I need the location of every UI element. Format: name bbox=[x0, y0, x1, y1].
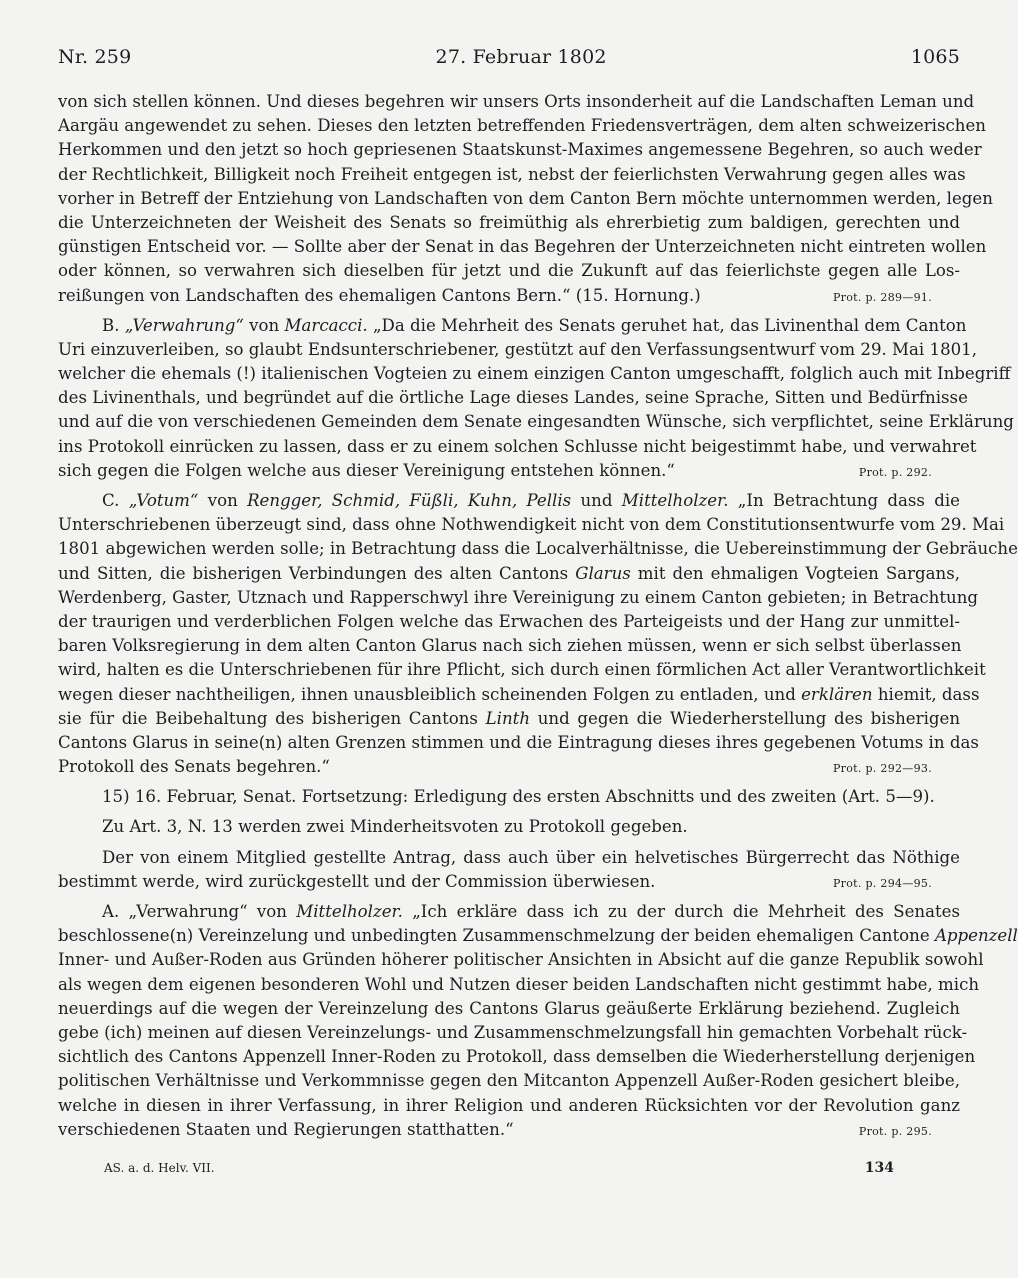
source-signature: AS. a. d. Helv. VII. bbox=[104, 1161, 215, 1175]
emphasis: Appenzell bbox=[934, 926, 1018, 946]
page-footer bbox=[104, 1160, 894, 1176]
text-line: günstigen Entscheid vor. — Sollte aber der Senat in das Begehren der Unterzeichneten nicht eintreten wollen bbox=[58, 237, 987, 257]
text-line: von sich stellen können. Und dieses begehren wir unsers Orts insonderheit auf die Landschaften Leman und bbox=[58, 92, 975, 111]
text-line: oder können, so verwahren sich dieselben für jetzt und die Zukunft auf das feierlichste gegen alle Los- bbox=[58, 261, 960, 281]
paragraph-a-verwahrung-mittelholzer bbox=[58, 900, 1018, 1142]
document-title: „Verwahrung“ bbox=[128, 902, 248, 921]
text-line: Zu Art. 3, N. 13 werden zwei Minderheitsvoten zu Protokoll gegeben. bbox=[102, 817, 688, 837]
text-line: und auf die von verschiedenen Gemeinden dem Senate eingesandten Wünsche, sich verpflichtet, seine Erklärung bbox=[58, 412, 1014, 432]
document-number: Nr. 259 bbox=[58, 46, 132, 68]
text-line: politischen Verhältnisse und Verkommnisse gegen den Mitcanton Appenzell Außer-Roden gesichert bleibe, bbox=[58, 1071, 960, 1091]
paragraph-continued bbox=[58, 90, 993, 308]
emphasis: Glarus bbox=[575, 563, 631, 583]
protocol-reference: Prot. p. 292. bbox=[858, 465, 932, 479]
text-line: des Livinenthals, und begründet auf die örtliche Lage dieses Landes, seine Sprache, Sitten und Bedürfnisse bbox=[58, 388, 968, 408]
text-line: Unterschriebenen überzeugt sind, dass ohne Nothwendigkeit nicht von dem Constitutionsentwurfe vom 29. Mai bbox=[58, 515, 1005, 535]
text-line: Der von einem Mitglied gestellte Antrag, dass auch über ein helvetisches Bürgerrecht das Nöthige bbox=[102, 847, 960, 867]
text-line: und Sitten, die bisherigen Verbindungen des alten Cantons Glarus mit den ehmaligen Vogteien Sargans, bbox=[58, 563, 961, 583]
text-line: Inner- und Außer-Roden aus Gründen höherer politischer Ansichten in Absicht auf die ganze Republik sowohl bbox=[58, 950, 984, 970]
emphasis: erklären bbox=[801, 684, 873, 704]
paragraph-c-votum bbox=[58, 489, 1018, 779]
body-text bbox=[58, 90, 1018, 1142]
protocol-reference: Prot. p. 292—93. bbox=[832, 762, 932, 776]
text-line: vorher in Betreff der Entziehung von Landschaften von dem Canton Bern möchte unternommen werden, legen bbox=[58, 188, 993, 208]
text-line-last bbox=[58, 459, 960, 483]
text-line: baren Volksregierung in dem alten Canton Glarus nach sich ziehen müssen, wenn er sich selbst überlassen bbox=[58, 636, 962, 656]
text-line: wird, halten es die Unterschriebenen für ihre Pflicht, sich durch einen förmlichen Act aller Verantwortlichkeit bbox=[58, 660, 986, 680]
text-line-last bbox=[58, 284, 960, 308]
text-line: Uri einzuverleiben, so glaubt Endsunterschriebener, gestützt auf den Verfassungsentwurf vom 29. Mai 1801, bbox=[58, 339, 978, 359]
text-line: A. „Verwahrung“ von Mittelholzer. „Ich erkläre dass ich zu der durch die Mehrheit des Senates bbox=[102, 902, 960, 921]
line-text: reißungen von Landschaften des ehemaligen Cantons Bern.“ (15. Hornung.) bbox=[58, 285, 701, 305]
protocol-reference: Prot. p. 294—95. bbox=[832, 876, 932, 890]
author-name: Mittelholzer. bbox=[621, 491, 729, 510]
sheet-number: 134 bbox=[864, 1160, 894, 1176]
text-line: beschlossene(n) Vereinzelung und unbedingten Zusammenschmelzung der beiden ehemaligen Cantone Appenzell bbox=[58, 926, 1018, 946]
line-text: sich gegen die Folgen welche aus dieser Vereinigung entstehen können.“ bbox=[58, 460, 675, 480]
document-title: „Votum“ bbox=[128, 491, 199, 510]
text-line: Herkommen und den jetzt so hoch gepriesenen Staatskunst-Maximes angemessene Begehren, so auch weder bbox=[58, 140, 982, 160]
emphasis: Linth bbox=[485, 708, 531, 728]
author-name: Marcacci. bbox=[284, 315, 368, 335]
text-line: Aargäu angewendet zu sehen. Dieses den letzten betreffenden Friedensverträgen, dem alten schweizerischen bbox=[58, 116, 986, 136]
text-line: B. „Verwahrung“ von Marcacci. „Da die Mehrheit des Senats geruhet hat, das Livinenthal dem Canton bbox=[102, 315, 967, 335]
text-line: 1801 abgewichen werden solle; in Betrachtung dass die Localverhältnisse, die Uebereinstimmung der Gebräuche bbox=[58, 539, 1018, 559]
section-label: B. bbox=[102, 315, 120, 335]
line-text: Protokoll des Senats begehren.“ bbox=[58, 757, 330, 777]
running-header bbox=[58, 46, 960, 68]
text-line: der traurigen und verderblichen Folgen welche das Erwachen des Parteigeists und der Hang zur unmittel- bbox=[58, 611, 960, 631]
text-line: C. „Votum“ von Rengger, Schmid, Füßli, Kuhn, Pellis und Mittelholzer. „In Betrachtung dass die bbox=[102, 491, 960, 510]
text-line-last bbox=[58, 870, 960, 894]
protocol-reference: Prot. p. 289—91. bbox=[832, 290, 932, 304]
author-names: Rengger, Schmid, Füßli, Kuhn, Pellis bbox=[247, 491, 572, 510]
text-line-last bbox=[58, 755, 960, 779]
text-line: sie für die Beibehaltung des bisherigen Cantons Linth und gegen die Wiederherstellung des bisherigen bbox=[58, 708, 961, 728]
line-text: verschiedenen Staaten und Regierungen statthatten.“ bbox=[58, 1119, 514, 1139]
protocol-reference: Prot. p. 295. bbox=[858, 1124, 932, 1138]
text-line: die Unterzeichneten der Weisheit des Senats so freimüthig als ehrerbietig zum baldigen, gerechten und bbox=[58, 212, 960, 232]
text-line: der Rechtlichkeit, Billigkeit noch Freiheit entgegen ist, nebst der feierlichsten Verwahrung gegen alles was bbox=[58, 164, 966, 184]
text-line: sichtlich des Cantons Appenzell Inner-Roden zu Protokoll, dass demselben die Wiederherstellung derjenigen bbox=[58, 1047, 976, 1067]
document-title: „Verwahrung“ bbox=[124, 315, 244, 335]
text-line: ins Protokoll einrücken zu lassen, dass er zu einem solchen Schlusse nicht beigestimmt habe, und verwahret bbox=[58, 436, 977, 456]
text-line: welche in diesen in ihrer Verfassung, in ihrer Religion und anderen Rücksichten vor der Revolution ganz bbox=[58, 1095, 960, 1115]
line-text: bestimmt werde, wird zurückgestellt und der Commission überwiesen. bbox=[58, 871, 656, 891]
text-line: Cantons Glarus in seine(n) alten Grenzen stimmen und die Eintragung dieses ihres gegebenen Votums in das bbox=[58, 732, 979, 752]
document-date: 27. Februar 1802 bbox=[435, 46, 607, 68]
text-line: Werdenberg, Gaster, Utznach und Rapperschwyl ihre Vereinigung zu einem Canton gebieten; in Betrachtung bbox=[58, 587, 979, 607]
text-line-last bbox=[58, 1118, 960, 1142]
author-name: Mittelholzer. bbox=[296, 902, 403, 921]
section-label: C. bbox=[102, 491, 120, 510]
page-number: 1065 bbox=[910, 46, 960, 68]
text-line: wegen dieser nachtheiligen, ihnen unausbleiblich scheinenden Folgen zu entladen, und erklären hiemit, dass bbox=[58, 684, 980, 704]
text-line: gebe (ich) meinen auf diesen Vereinzelungs- und Zusammenschmelzungsfall hin gemachten Vorbehalt rück- bbox=[58, 1022, 968, 1042]
text-line: neuerdings auf die wegen der Vereinzelung des Cantons Glarus geäußerte Erklärung beziehend. Zugleich bbox=[58, 998, 960, 1018]
text-line: als wegen dem eigenen besonderen Wohl und Nutzen dieser beiden Landschaften nicht gestimmt habe, mich bbox=[58, 974, 980, 994]
text-line: welcher die ehemals (!) italienischen Vogteien zu einem einzigen Canton umgeschafft, folglich auch mit Inbegriff bbox=[58, 364, 1011, 384]
paragraph-antrag bbox=[58, 846, 960, 894]
paragraph-b-verwahrung-marcacci bbox=[58, 314, 1014, 483]
session-heading: 15) 16. Februar, Senat. Fortsetzung: Erledigung des ersten Abschnitts und des zweiten (Art. 5—9). bbox=[102, 787, 935, 807]
section-label: A. bbox=[102, 902, 120, 921]
